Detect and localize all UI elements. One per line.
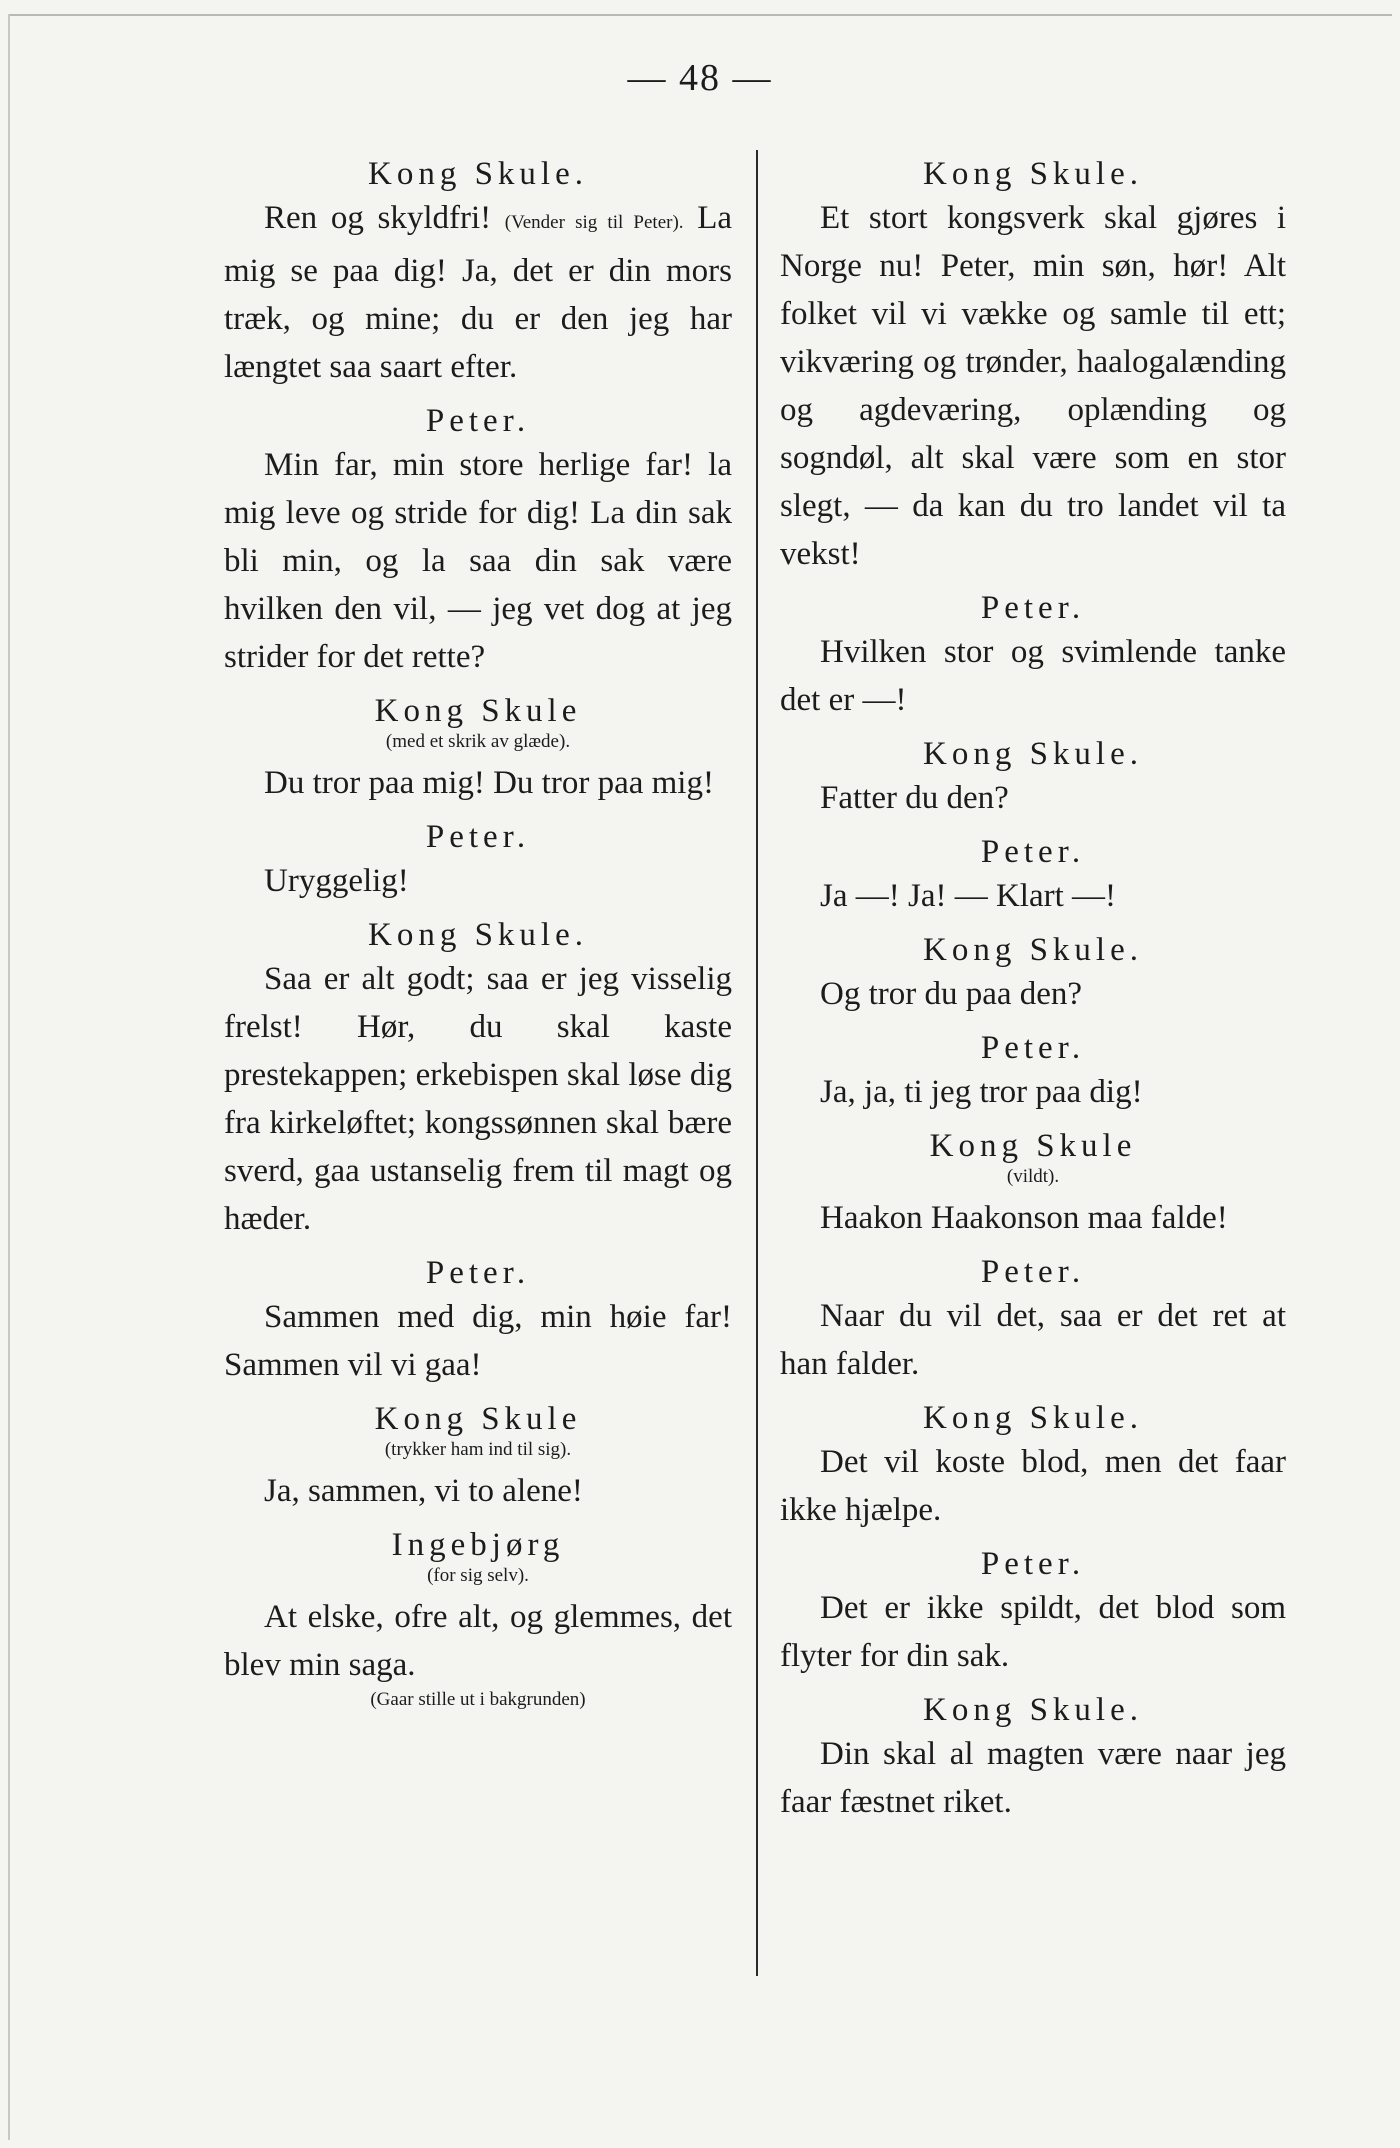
speech-text: Og tror du paa den? — [820, 976, 1083, 1012]
speech-text-part: La mig se paa dig! Ja, det er din mors træk, og mine; du er den jeg har længtet saa saart efter. — [224, 200, 733, 385]
left-column — [224, 144, 732, 1717]
speaker-name: Peter. — [980, 1254, 1086, 1290]
speaker-name: Kong Skule. — [368, 917, 588, 953]
stage-direction: (med et skrik av glæde). — [385, 731, 571, 752]
stage-direction: (vildt). — [1006, 1166, 1060, 1187]
stage-direction: (Gaar stille ut i bakgrunden) — [370, 1689, 586, 1710]
stage-direction: (Vender sig til Peter). — [504, 212, 684, 233]
speech-text: Ja —! Ja! — Klart —! — [820, 878, 1117, 914]
speech-text: Et stort kongsverk skal gjøres i Norge nu! Peter, min søn, hør! Alt folket vil vi vække og samle til ett; vikværing og trønder, haalogalænding og agdeværing, oplænding og sogndøl, alt skal være som en stor slegt, — da kan du tro landet vil ta vekst! — [780, 200, 1286, 572]
speech-text: Saa er alt godt; saa er jeg visselig frelst! Hør, du skal kaste prestekappen; erkebispen skal løse dig fra kirkeløftet; kongssønnen skal bære sverd, gaa ustanselig frem til magt og hæder. — [224, 961, 732, 1237]
speech-text — [224, 194, 732, 391]
speech-text: Haakon Haakonson maa falde! — [820, 1200, 1228, 1236]
speech-text: Sammen med dig, min høie far! Sammen vil vi gaa! — [224, 1299, 732, 1383]
speech-text: Det vil koste blod, men det faar ikke hjælpe. — [780, 1444, 1286, 1528]
speaker-name: Peter. — [980, 834, 1086, 870]
page-number: — 48 — — [627, 57, 773, 99]
speech-text: Hvilken stor og svimlende tanke det er —! — [780, 634, 1286, 718]
speech-text: Uryggelig! — [264, 863, 409, 899]
speech-text: Ja, sammen, vi to alene! — [264, 1473, 583, 1509]
speaker-name: Kong Skule. — [923, 1400, 1143, 1436]
speech-text: Din skal al magten være naar jeg faar fæstnet riket. — [780, 1736, 1286, 1820]
speaker-name: Peter. — [425, 1255, 531, 1291]
column-divider — [756, 150, 758, 1976]
speaker-name: Kong Skule. — [923, 1692, 1143, 1728]
speech-text-part: Ren og skyldfri! — [264, 200, 492, 236]
speaker-name: Kong Skule. — [923, 736, 1143, 772]
speaker-name: Kong Skule — [929, 1128, 1137, 1164]
speaker-name: Peter. — [980, 590, 1086, 626]
speaker-name: Peter. — [980, 1030, 1086, 1066]
speaker-name: Peter. — [980, 1546, 1086, 1582]
speech-text: Min far, min store herlige far! la mig leve og stride for dig! La din sak bli min, og la saa din sak være hvilken den vil, — jeg vet dog at jeg strider for det rette? — [224, 447, 732, 675]
speaker-name: Kong Skule. — [923, 156, 1143, 192]
speech-text: Du tror paa mig! Du tror paa mig! — [264, 765, 714, 801]
speech-text: Ja, ja, ti jeg tror paa dig! — [820, 1074, 1143, 1110]
speech-text: Fatter du den? — [820, 780, 1009, 816]
speech-text: Det er ikke spildt, det blod som flyter for din sak. — [780, 1590, 1286, 1674]
speaker-name: Kong Skule. — [368, 156, 588, 192]
page-edge-left — [8, 14, 10, 2140]
speech-text: Naar du vil det, saa er det ret at han falder. — [780, 1298, 1286, 1382]
speaker-name: Ingebjørg — [391, 1527, 565, 1563]
right-column — [780, 144, 1286, 1826]
page-edge-top — [8, 14, 1392, 16]
speaker-name: Peter. — [425, 819, 531, 855]
speaker-name: Kong Skule — [374, 693, 582, 729]
speaker-name: Peter. — [425, 403, 531, 439]
speech-text: At elske, ofre alt, og glemmes, det blev min saga. — [224, 1599, 732, 1683]
stage-direction: (for sig selv). — [427, 1565, 529, 1586]
speaker-name: Kong Skule — [374, 1401, 582, 1437]
stage-direction: (trykker ham ind til sig). — [384, 1439, 572, 1460]
speaker-name: Kong Skule. — [923, 932, 1143, 968]
